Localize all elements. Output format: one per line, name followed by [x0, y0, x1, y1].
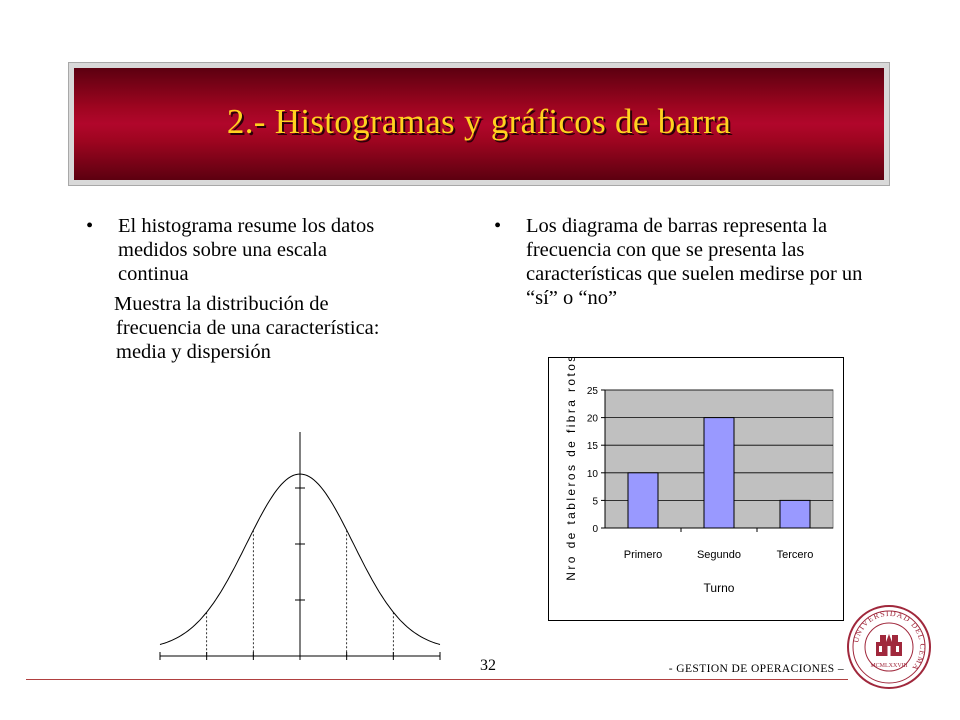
right-bullet-text: Los diagrama de barras representa la frecuencia con que se presenta las características que suelen medirse por un “sí” o “no”	[526, 215, 863, 309]
university-seal-logo	[846, 604, 932, 690]
bar-chart-group	[564, 358, 833, 595]
bar-x-axis-title: Turno	[703, 581, 735, 595]
slide-title: 2.- Histogramas y gráficos de barra	[226, 102, 732, 141]
bar-y-tick-label: 5	[592, 496, 598, 508]
left-paragraph-text: Muestra la distribución de frecuencia de una característica: media y dispersión	[114, 293, 380, 363]
left-paragraph	[86, 292, 386, 364]
bar-chart	[549, 358, 843, 620]
bell-curve-group	[160, 432, 440, 660]
page-number: 32	[480, 657, 496, 674]
seal-ring-text: UNIVERSIDAD DEL CEMA	[851, 608, 928, 673]
normal-distribution-chart	[150, 428, 450, 668]
bar-y-tick-label: 20	[586, 413, 598, 425]
bar-y-tick-label: 15	[586, 441, 598, 453]
right-bullet	[494, 214, 872, 310]
bar-y-tick-label: 25	[586, 386, 598, 397]
footer-text: - GESTION DE OPERACIONES –	[668, 663, 844, 675]
seal-year: MCMLXXVIII	[870, 663, 908, 669]
title-banner	[74, 68, 884, 180]
bar-y-tick-label: 0	[592, 524, 598, 535]
bullet-dot: •	[86, 215, 94, 237]
bar-category-label: Primero	[623, 549, 663, 561]
right-column	[494, 214, 894, 310]
bar-category-label: Segundo	[696, 549, 742, 561]
bar-tercero	[780, 500, 810, 528]
footer-divider	[26, 679, 848, 680]
bar-chart-frame	[548, 357, 844, 621]
bar-y-tick-label: 10	[586, 468, 598, 480]
bar-category-label: Tercero	[776, 549, 814, 561]
left-column	[86, 214, 386, 364]
title-frame	[68, 62, 890, 186]
bar-segundo	[704, 418, 734, 528]
bar-y-axis-title: Nro de tableros de fibra rotos	[564, 358, 578, 581]
bar-primero	[628, 473, 658, 528]
left-bullet	[86, 214, 386, 286]
left-bullet-text: El histograma resume los datos medidos sobre una escala continua	[118, 215, 375, 285]
bullet-dot: •	[494, 215, 502, 237]
